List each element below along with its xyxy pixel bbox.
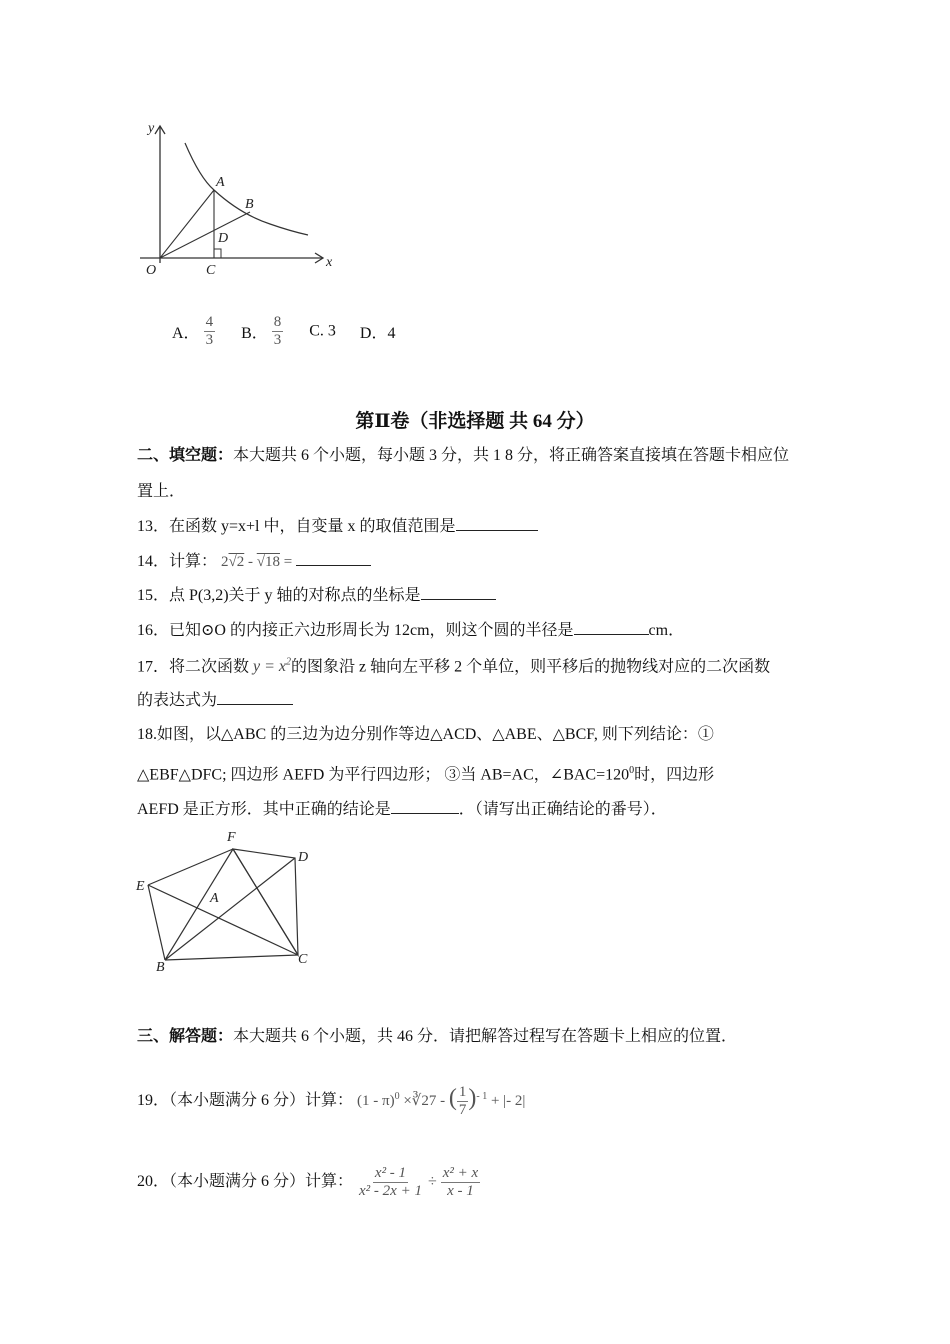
label-C: C <box>206 263 216 278</box>
label-B: B <box>156 960 165 975</box>
q19-expression: (1 - π)$^0$ ×∛27 - ( $\frac{1}{7}$ )$^{- 1}$ + |- 2| <box>357 1084 526 1119</box>
q17-expression: $y = x^2$ <box>253 657 292 676</box>
question-19: 19．（本小题满分 6 分）计算： (1 - π)$^0$ ×∛27 - ( $\frac{1}{7}$ )$^{- 1}$ + |- 2| <box>137 1084 526 1119</box>
question-15: 15．点 P(3,2)关于 y 轴的对称点的坐标是 <box>137 585 496 606</box>
q14-expression: 2√2 - √18 = <box>221 554 296 570</box>
hyperbola-curve <box>185 143 308 235</box>
section3-intro: 三、解答题：本大题共 6 个小题，共 46 分．请把解答过程写在答题卡上相应的位置． <box>137 1028 738 1045</box>
section2-intro-line2: 置上． <box>137 483 186 500</box>
question-20: 20．（本小题满分 6 分）计算： $\frac{\text{x² - 1}}{\text{x² - 2x + 1}}$ ÷ $\frac{\text{x² + x}}{x - 1}$ <box>137 1164 479 1199</box>
part2-title: 第Ⅱ卷（非选择题 共 64 分） <box>355 411 595 432</box>
option-b: B． <box>241 325 268 342</box>
label-A: A <box>210 891 219 906</box>
label-y: y <box>148 121 155 136</box>
label-D: D <box>218 231 229 246</box>
question-14: 14．计算： 2√2 - √18 = <box>137 551 371 572</box>
label-x: x <box>326 255 333 270</box>
question-16: 16．已知⊙O 的内接正六边形周长为 12cm，则这个圆的半径是 cm． <box>137 622 685 639</box>
question-17-line2: 的表达式为 <box>137 690 293 711</box>
section2-heading: 二、填空题： <box>137 447 234 464</box>
option-d: D．4 <box>359 325 396 342</box>
triangles-figure <box>130 825 320 975</box>
answer-blank-18 <box>391 799 459 814</box>
answer-blank-16 <box>574 620 649 635</box>
answer-blank-14 <box>296 551 371 566</box>
q12-options <box>172 314 395 349</box>
label-A: A <box>216 175 225 190</box>
q20-fraction-1: $\frac{\text{x² - 1}}{\text{x² - 2x + 1}}$ <box>359 1164 422 1199</box>
label-O: O <box>146 263 157 278</box>
answer-blank-15 <box>421 585 496 600</box>
q20-fraction-2: $\frac{\text{x² + x}}{x - 1}$ <box>442 1164 479 1199</box>
option-b-fraction: $\frac{8}{3}$ <box>273 314 282 348</box>
option-a: A． <box>172 325 200 342</box>
label-D: D <box>298 850 309 865</box>
option-c: C. 3 <box>309 322 336 340</box>
question-18-line2: △EBF△DFC; 四边形 AEFD 为平行四边形； ③当 AB=AC，$\angle BAC=120^0$时，四边形 <box>137 765 715 784</box>
option-a-fraction: $\frac{4}{3}$ <box>205 314 214 348</box>
label-C: C <box>298 952 308 967</box>
question-17: 17．将二次函数 $y = x^2$的图象沿 z 轴向左平移 2 个单位，则平移后的抛物线对应的二次函数 <box>137 657 771 676</box>
line-OB <box>160 212 250 258</box>
answer-blank-17 <box>217 690 293 705</box>
section3-heading: 三、解答题： <box>137 1028 234 1045</box>
question-13: 13．在函数 y=x+l 中，自变量 x 的取值范围是 <box>137 516 538 537</box>
section2-intro: 二、填空题：本大题共 6 个小题，每小题 3 分，共 1 8 分，将正确答案直接填在答题卡相应位 <box>137 447 790 464</box>
label-E: E <box>136 879 145 894</box>
label-B: B <box>245 197 254 212</box>
answer-blank-13 <box>456 516 538 531</box>
hyperbola-figure <box>130 118 345 283</box>
label-F: F <box>227 830 236 845</box>
line-OA <box>160 190 214 258</box>
question-18: 18.如图，以△ABC 的三边为边分别作等边△ACD、△ABE、△BCF, 则下列结论：① <box>137 726 714 743</box>
question-18-line3: AEFD 是正方形．其中正确的结论是 ．（请写出正确结论的番号）． <box>137 801 667 818</box>
